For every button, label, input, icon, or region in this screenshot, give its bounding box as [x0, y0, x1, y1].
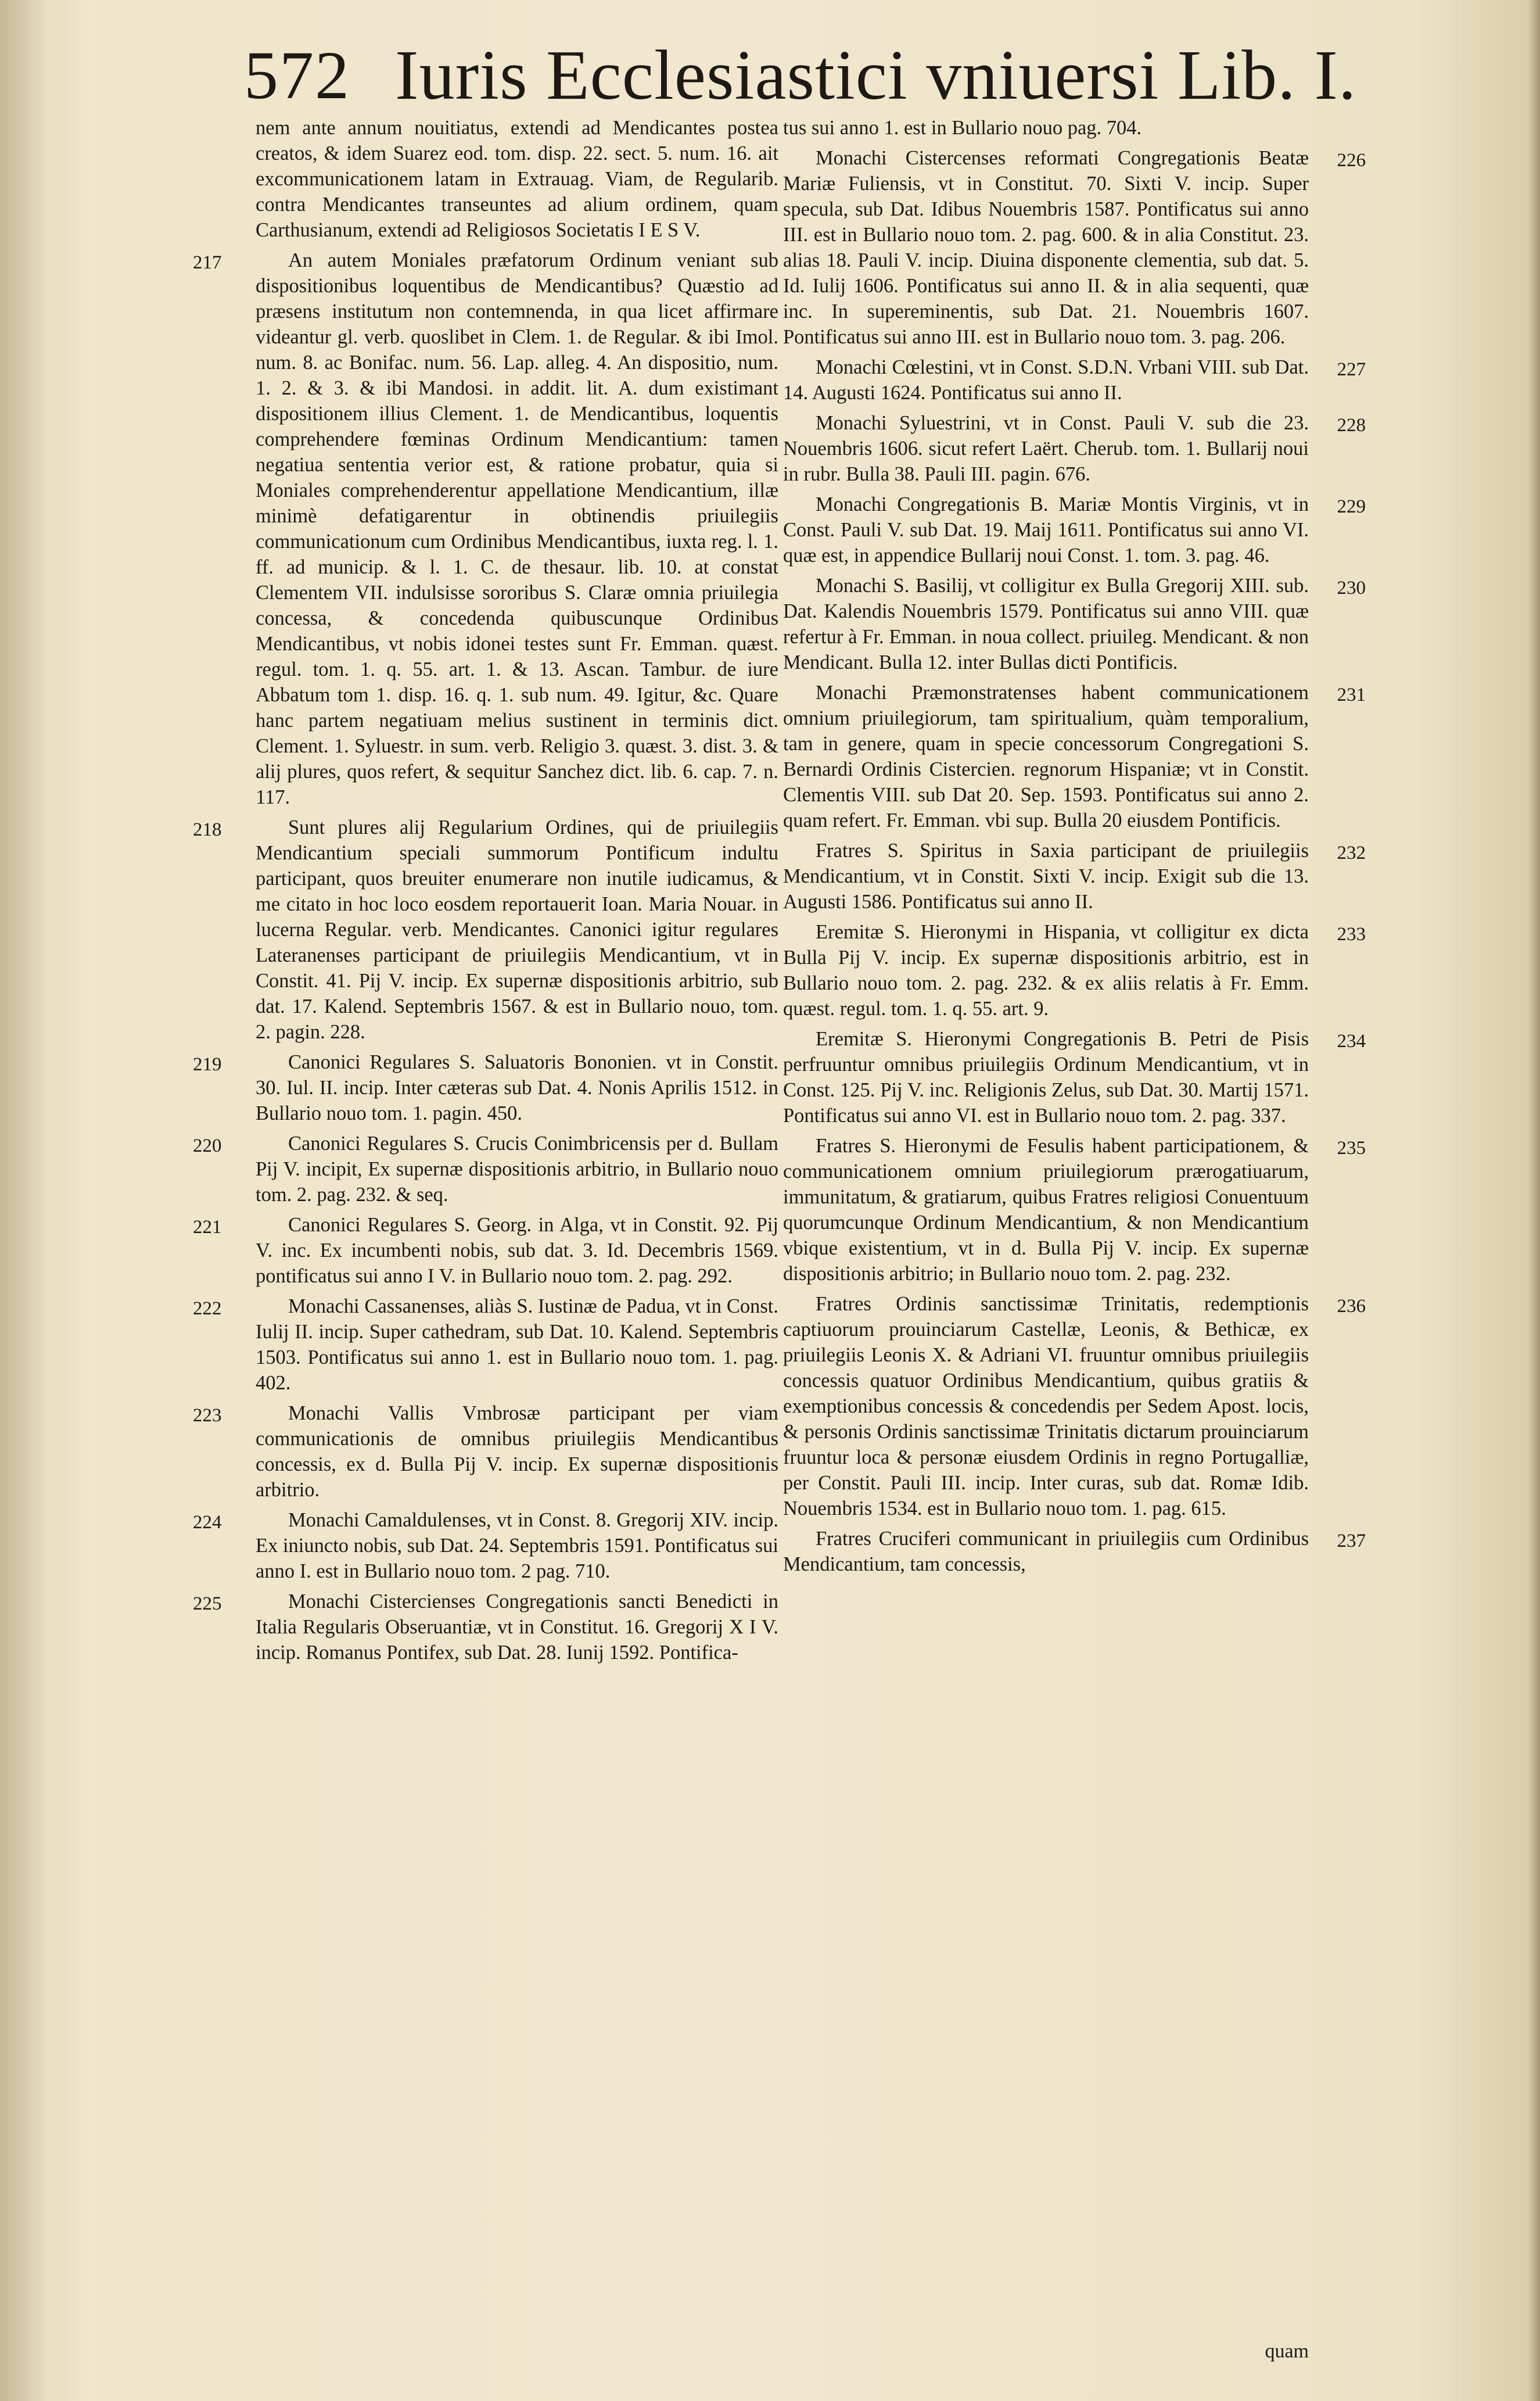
- left-column: [193, 115, 778, 1670]
- paragraph: [783, 1026, 1366, 1128]
- paragraph: [783, 919, 1366, 1022]
- paragraph: [783, 354, 1366, 406]
- paragraph-text: Eremitæ S. Hieronymi Congregationis B. Petri de Pisis perfruuntur omnibus priuilegiis Ordinum Mendicantium, vt in Const. 125. Pij V. inc. Religionis Zelus, sub Dat. 30. Martij 1571. Pontificatus sui anno VI. est in Bullario nouo tom. 2. pag. 337.: [783, 1028, 1309, 1127]
- marginal-number: 236: [1337, 1296, 1366, 1317]
- paragraph-text: Eremitæ S. Hieronymi in Hispania, vt colligitur ex dicta Bulla Pij V. incip. Ex supernæ dispositionis arbitrio, est in Bullario nouo tom. 2. pag. 232. & ex aliis relatis à Fr. Emm. quæst. regul. tom. 1. q. 55. art. 9.: [783, 921, 1309, 1020]
- paragraph-text: nem ante annum nouitiatus, extendi ad Mendicantes postea creatos, & idem Suarez eod. tom. disp. 22. sect. 5. num. 16. ait excommunicationem latam in Extrauag. Viam, de Regularib. contra Mendicantes transeuntes ad alium ordinem, quam Carthusianum, extendi ad Religiosos Societatis I E S V.: [256, 117, 778, 241]
- paragraph: [256, 115, 778, 243]
- paragraph: [193, 1131, 778, 1207]
- paragraph: [193, 1049, 778, 1126]
- paragraph: [193, 248, 778, 810]
- paragraph-text: An autem Moniales præfatorum Ordinum veniant sub dispositionibus loquentibus de Mendicantibus? Quæstio ad præsens institutum non contemnenda, in qua licet affirmare videantur gl. verb. quoslibet in Clem. 1. de Regular. & ibi Imol. num. 8. ac Bonifac. num. 56. Lap. alleg. 4. An dispositio, num. 1. 2. & 3. & ibi Mandosi. in addit. lit. A. dum existimant dispositionem illius Clement. 1. de Mendicantibus, loquentis comprehendere fœminas Ordinum Mendicantium: tamen negatiua sententia verior est, & ratione probatur, quia si Moniales comprehenderentur appellatione Mendicantium, illæ minimè defatigarentur in obtinendis priuilegiis communicationum cum Ordinibus Mendicantibus, iuxta reg. l. 1. ff. ad municip. & l. 1. C. de thesaur. lib. 10. at constat Clementem VII. indulsisse sororibus S. Claræ omnia priuilegia concessa, & concedenda quibuscunque Ordinibus Mendicantibus, vt nobis idonei testes sunt Fr. Emman. quæst. regul. tom. 1. q. 55. art. 1. & 13. Ascan. Tambur. de iure Abbatum tom 1. disp. 16. q. 1. sub num. 49. Igitur, &c. Quare hanc partem negatiuam melius sustinent in terminis dict. Clement. 1. Syluestr. in sum. verb. Religio 3. quæst. 3. dist. 3. & alij plures, quos refert, & sequitur Sanchez dict. lib. 6. cap. 7. n. 117.: [256, 249, 778, 808]
- paragraph-text: Canonici Regulares S. Saluatoris Bononien. vt in Constit. 30. Iul. II. incip. Inter cæteras sub Dat. 4. Nonis Aprilis 1512. in Bullario nouo tom. 1. pagin. 450.: [256, 1051, 778, 1124]
- marginal-number: 222: [193, 1298, 222, 1319]
- paragraph: [193, 1400, 778, 1503]
- paragraph-text: tus sui anno 1. est in Bullario nouo pag. 704.: [783, 117, 1142, 139]
- paragraph-text: Monachi Cassanenses, aliàs S. Iustinæ de Padua, vt in Const. Iulij II. incip. Super cathedram, sub Dat. 10. Kalend. Septembris 1503. Pontificatus sui anno 1. est in Bullario nouo tom. 1. pag. 402.: [256, 1295, 778, 1394]
- marginal-number: 233: [1337, 924, 1366, 945]
- paragraph-text: Monachi Præmonstratenses habent communicationem omnium priuilegiorum, tam spiritualium, quàm temporalium, tam in genere, quam in specie concessorum Congregationi S. Bernardi Ordinis Cistercien. regnorum Hispaniæ; vt in Constit. Clementis VIII. sub Dat 20. Sep. 1593. Pontificatus sui anno 2. quam refert. Fr. Emman. vbi sup. Bulla 20 eiusdem Pontificis.: [783, 682, 1309, 832]
- right-column: [783, 115, 1366, 1582]
- gutter-shadow: [0, 0, 46, 2401]
- marginal-number: 219: [193, 1054, 222, 1075]
- marginal-number: 217: [193, 252, 222, 273]
- running-title: Iuris Ecclesiastici vniuersi Lib. I.: [395, 36, 1357, 114]
- paragraph: [783, 115, 1309, 141]
- paragraph-text: Monachi Cœlestini, vt in Const. S.D.N. Vrbani VIII. sub Dat. 14. Augusti 1624. Pontificatus sui anno II.: [783, 356, 1309, 404]
- paragraph: [193, 1507, 778, 1584]
- paragraph-text: Canonici Regulares S. Crucis Conimbricensis per d. Bullam Pij V. incipit, Ex supernæ dispositionis arbitrio, in Bullario nouo tom. 2. pag. 232. & seq.: [256, 1133, 778, 1206]
- marginal-number: 231: [1337, 685, 1366, 705]
- paragraph-text: Monachi Cistercenses reformati Congregationis Beatæ Mariæ Fuliensis, vt in Constitut. 70. Sixti V. incip. Super specula, sub Dat. Idibus Nouembris 1587. Pontificatus sui anno III. est in Bullario nouo tom. 2. pag. 600. & in alia Constitut. 23. alias 18. Pauli V. incip. Diuina disponente clementia, sub dat. 5. Id. Iulij 1606. Pontificatus sui anno II. & in alia sequenti, quæ inc. In supereminentis, sub Dat. 21. Nouembris 1607. Pontificatus sui anno III. est in Bullario nouo tom. 3. pag. 206.: [783, 147, 1309, 348]
- marginal-number: 235: [1337, 1138, 1366, 1159]
- marginal-number: 218: [193, 819, 222, 840]
- paragraph-text: Monachi Camaldulenses, vt in Const. 8. Gregorij XIV. incip. Ex iniuncto nobis, sub Dat. 24. Septembris 1591. Pontificatus sui anno I. est in Bullario nouo tom. 2 pag. 710.: [256, 1509, 778, 1582]
- marginal-number: 234: [1337, 1031, 1366, 1052]
- paragraph: [783, 410, 1366, 487]
- paragraph: [783, 838, 1366, 915]
- page-number: 572: [244, 37, 350, 113]
- paragraph: [193, 1293, 778, 1396]
- marginal-number: 237: [1337, 1531, 1366, 1551]
- marginal-number: 226: [1337, 150, 1366, 171]
- paragraph: [193, 1589, 778, 1665]
- marginal-number: 220: [193, 1135, 222, 1156]
- paragraph-text: Monachi Syluestrini, vt in Const. Pauli V. sub die 23. Nouembris 1606. sicut refert Laërt. Cherub. tom. 1. Bullarij noui in rubr. Bulla 38. Pauli III. pagin. 676.: [783, 412, 1309, 485]
- paragraph: [193, 1212, 778, 1289]
- page-header: [244, 32, 1366, 119]
- marginal-number: 225: [193, 1593, 222, 1614]
- marginal-number: 230: [1337, 578, 1366, 599]
- marginal-number: 227: [1337, 359, 1366, 380]
- paragraph-text: Monachi Vallis Vmbrosæ participant per viam communicationis de omnibus priuilegiis Mendicantibus concessis, ex d. Bulla Pij V. incip. Ex supernæ dispositionis arbitrio.: [256, 1402, 778, 1501]
- paragraph: [783, 492, 1366, 568]
- paragraph-text: Sunt plures alij Regularium Ordines, qui de priuilegiis Mendicantium speciali summorum Pontificum indultu participant, quos breuiter enumerare non inutile iudicamus, & me citato in hoc loco eosdem reportauerit Ioan. Maria Nouar. in lucerna Regular. verb. Mendicantes. Canonici igitur regulares Lateranenses participant de priuilegiis Mendicantium, vt in Constit. 41. Pij V. incip. Ex supernæ dispositionis arbitrio, sub dat. 17. Kalend. Septembris 1567. & est in Bullario nouo, tom. 2. pagin. 228.: [256, 816, 778, 1043]
- paragraph-text: Canonici Regulares S. Georg. in Alga, vt in Constit. 92. Pij V. inc. Ex incumbenti nobis, sub dat. 3. Id. Decembris 1569. pontificatus sui anno I V. in Bullario nouo tom. 2. pag. 292.: [256, 1214, 778, 1287]
- marginal-number: 232: [1337, 843, 1366, 863]
- paragraph-text: Monachi S. Basilij, vt colligitur ex Bulla Gregorij XIII. sub. Dat. Kalendis Nouembris 1579. Pontificatus sui anno VIII. quæ refertur à Fr. Emman. in noua collect. priuileg. Mendicant. & non Mendicant. Bulla 12. inter Bullas dicti Pontificis.: [783, 575, 1309, 673]
- marginal-number: 223: [193, 1405, 222, 1426]
- paragraph-text: Monachi Congregationis B. Mariæ Montis Virginis, vt in Const. Pauli V. sub Dat. 19. Maij 1611. Pontificatus sui anno VI. quæ est, in appendice Bullarij noui Const. 1. tom. 3. pag. 46.: [783, 493, 1309, 567]
- marginal-number: 228: [1337, 415, 1366, 436]
- paragraph-text: Fratres S. Spiritus in Saxia participant de priuilegiis Mendicantium, vt in Constit. Sixti V. incip. Exigit sub die 13. Augusti 1586. Pontificatus sui anno II.: [783, 840, 1309, 913]
- paragraph: [783, 573, 1366, 675]
- paragraph-text: Fratres Ordinis sanctissimæ Trinitatis, redemptionis captiuorum prouinciarum Castellæ, Leonis, & Bethicæ, ex priuilegiis Leonis X. & Adriani VI. fruuntur omnibus priuilegiis concessis quatuor Ordinibus Mendicantium, quibus gratiis & exemptionibus concessis & concedendis per Sedem Apost. locis, & personis Ordinis sanctissimæ Trinitatis dictarum prouinciarum fruuntur loca & personæ eiusdem Ordinis in regno Portugalliæ, per Constit. Pauli III. incip. Inter curas, sub dat. Romæ Idib. Nouembris 1534. est in Bullario nouo tom. 1. pag. 615.: [783, 1293, 1309, 1520]
- paragraph: [783, 680, 1366, 833]
- paragraph-text: Fratres S. Hieronymi de Fesulis habent participationem, & communicationem omnium priuilegiorum prærogatiuarum, immunitatum, & gratiarum, quibus Fratres religiosi Conuentuum quorumcunque Ordinum Mendicantium, & non Mendicantium vbique existentium, vt in d. Bulla Pij V. incip. Ex supernæ dispositionis arbitrio; in Bullario nouo tom. 2. pag. 232.: [783, 1135, 1309, 1285]
- paragraph: [783, 1291, 1366, 1521]
- page-edge-shadow: [1527, 0, 1540, 2401]
- paragraph: [193, 815, 778, 1045]
- paragraph: [783, 1526, 1366, 1577]
- marginal-number: 229: [1337, 496, 1366, 517]
- paragraph-text: Fratres Cruciferi communicant in priuilegiis cum Ordinibus Mendicantium, tam concessis,: [783, 1528, 1309, 1575]
- paragraph: [783, 145, 1366, 350]
- paragraph: [783, 1133, 1366, 1286]
- marginal-number: 224: [193, 1512, 222, 1533]
- paragraph-text: Monachi Cistercienses Congregationis sancti Benedicti in Italia Regularis Obseruantiæ, vt in Constitut. 16. Gregorij X I V. incip. Romanus Pontifex, sub Dat. 28. Iunij 1592. Pontifica-: [256, 1590, 778, 1664]
- catchword: quam: [1265, 2341, 1309, 2362]
- marginal-number: 221: [193, 1217, 222, 1238]
